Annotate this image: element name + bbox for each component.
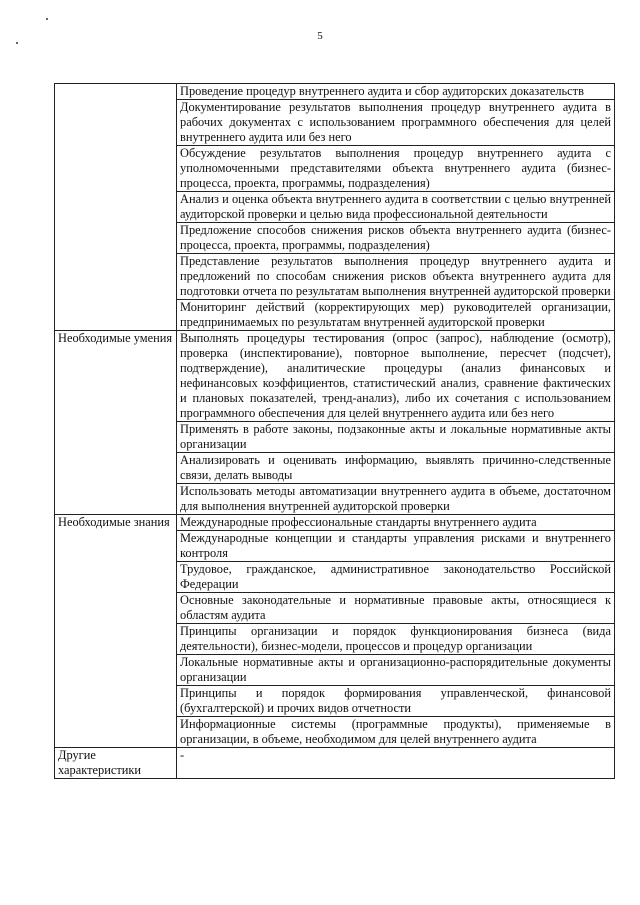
row-label-other: Другие характеристики [55, 748, 177, 779]
table-row [55, 748, 615, 779]
table-cell: Представление результатов выполнения процедур внутреннего аудита и предложений по способам снижения рисков объекта внутреннего аудита для подготовки отчета по результатам выполнения внутренней аудиторской проверки [177, 254, 615, 300]
table-cell: Обсуждение результатов выполнения процедур внутреннего аудита с уполномоченными представителями объекта внутреннего аудита (бизнес-процесса, проекта, программы, подразделения) [177, 146, 615, 192]
row-label [55, 84, 177, 331]
table-cell: Применять в работе законы, подзаконные акты и локальные нормативные акты организации [177, 422, 615, 453]
table-row [55, 84, 615, 100]
page-number: 5 [317, 30, 323, 42]
table-cell: Международные профессиональные стандарты внутреннего аудита [177, 515, 615, 531]
row-label-knowledge: Необходимые знания [55, 515, 177, 748]
table-cell: Мониторинг действий (корректирующих мер) руководителей организации, предпринимаемых по результатам внутренней аудиторской проверки [177, 300, 615, 331]
table-row [55, 331, 615, 422]
table-cell: Документирование результатов выполнения процедур внутреннего аудита в рабочих документах с использованием программного обеспечения для целей внутреннего аудита или без него [177, 100, 615, 146]
table-cell: Использовать методы автоматизации внутреннего аудита в объеме, достаточном для выполнения внутренней аудиторской проверки [177, 484, 615, 515]
competency-table [54, 83, 615, 779]
table-cell: Анализировать и оценивать информацию, выявлять причинно-следственные связи, делать выводы [177, 453, 615, 484]
table-cell: Международные концепции и стандарты управления рисками и внутреннего контроля [177, 531, 615, 562]
table-cell: Принципы организации и порядок функционирования бизнеса (вида деятельности), бизнес-модели, процессов и процедур организации [177, 624, 615, 655]
table-row [55, 515, 615, 531]
scan-speck [16, 42, 18, 44]
table-cell: Трудовое, гражданское, административное законодательство Российской Федерации [177, 562, 615, 593]
row-label-skills: Необходимые умения [55, 331, 177, 515]
table-cell: - [177, 748, 615, 779]
scan-speck [46, 18, 48, 20]
table-cell: Информационные системы (программные продукты), применяемые в организации, в объеме, необходимом для целей внутреннего аудита [177, 717, 615, 748]
table-cell: Анализ и оценка объекта внутреннего аудита в соответствии с целью внутренней аудиторской проверки и целью вида профессиональной деятельности [177, 192, 615, 223]
table-cell: Выполнять процедуры тестирования (опрос (запрос), наблюдение (осмотр), проверка (инспектирование), повторное выполнение, пересчет (подсчет), подтверждение), аналитические процедуры (анализ финансовых и нефинансовых коэффициентов, статистический анализ, сравнение фактических и плановых показателей, тренд-анализ), либо их сочетания с использованием программного обеспечения для целей внутреннего аудита или без него [177, 331, 615, 422]
table-cell: Принципы и порядок формирования управленческой, финансовой (бухгалтерской) и прочих видов отчетности [177, 686, 615, 717]
table-cell: Основные законодательные и нормативные правовые акты, относящиеся к областям аудита [177, 593, 615, 624]
table-cell: Проведение процедур внутреннего аудита и сбор аудиторских доказательств [177, 84, 615, 100]
table-cell: Предложение способов снижения рисков объекта внутреннего аудита (бизнес-процесса, проекта, программы, подразделения) [177, 223, 615, 254]
table-cell: Локальные нормативные акты и организационно-распорядительные документы организации [177, 655, 615, 686]
